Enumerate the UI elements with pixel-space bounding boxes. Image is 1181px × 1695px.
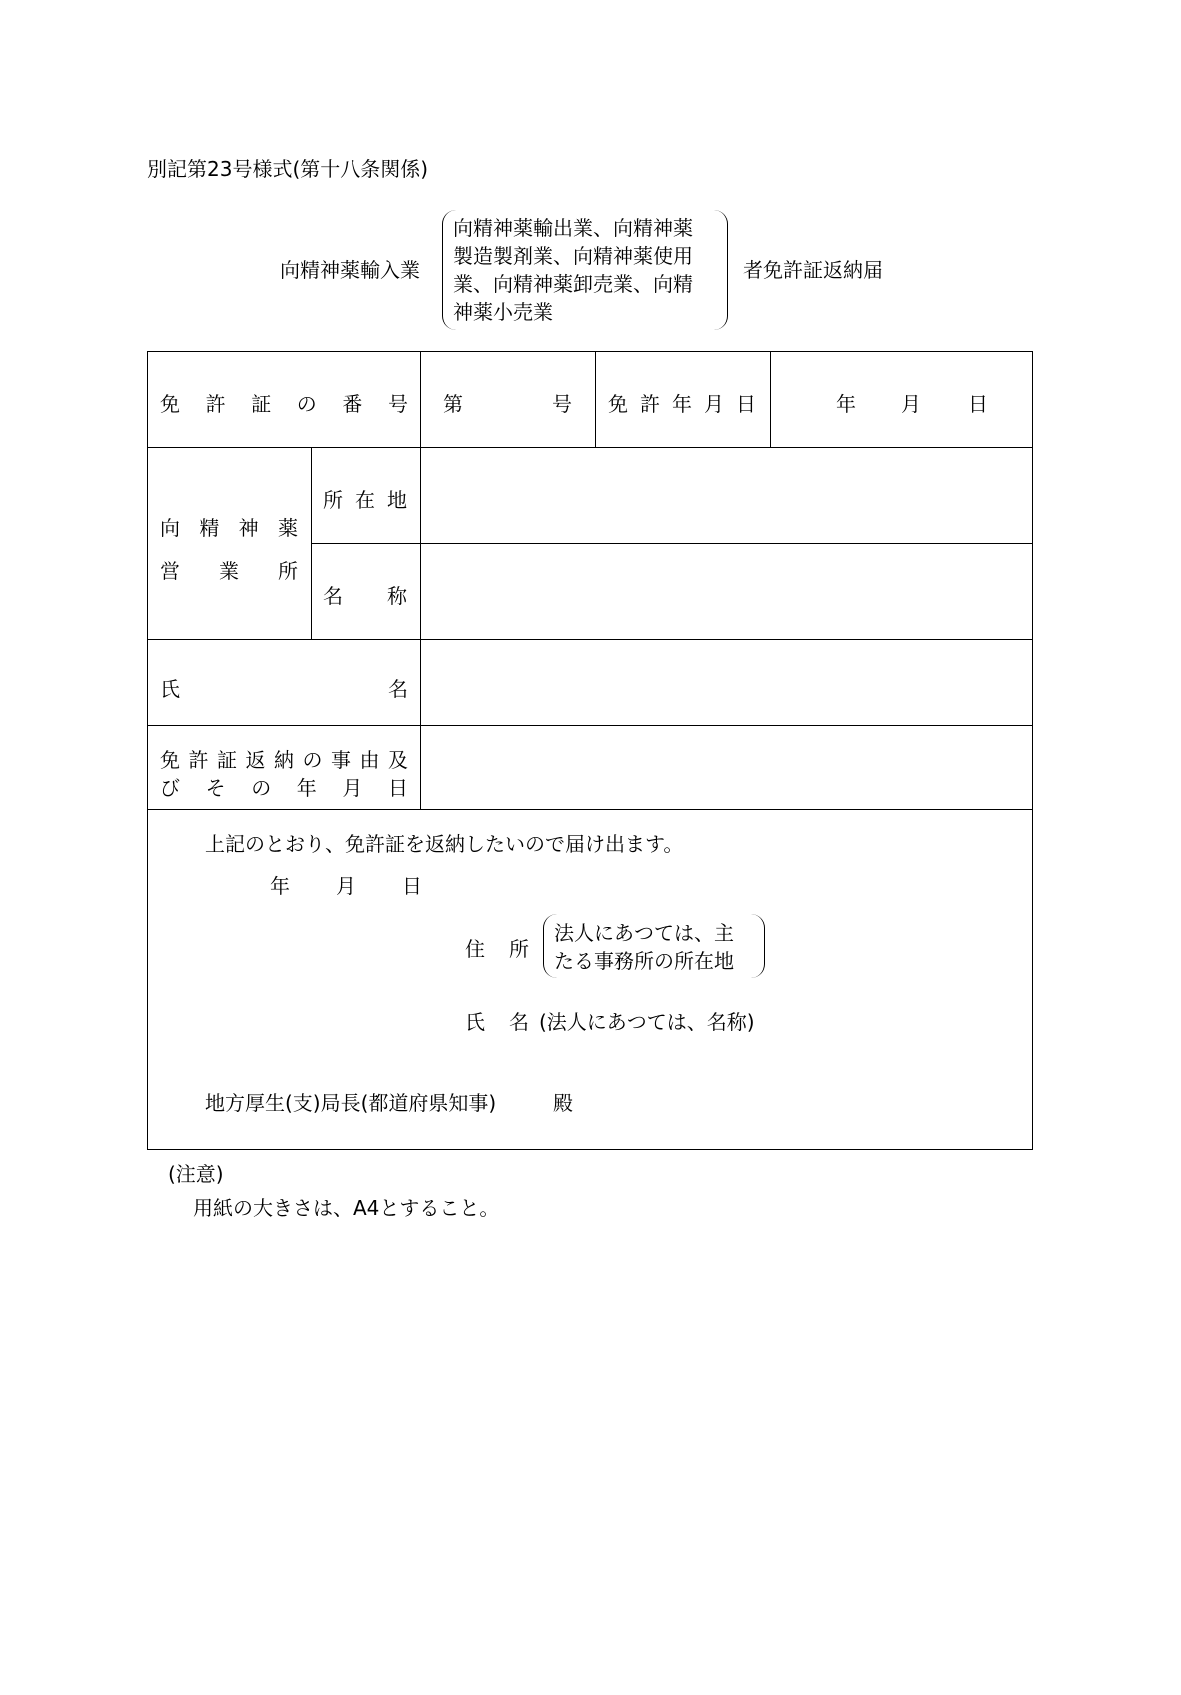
column-divider xyxy=(595,351,596,447)
declaration-statement: 上記のとおり、免許証を返納したいので届け出ます。 xyxy=(205,832,684,856)
office-name-label: 名 称 xyxy=(323,584,407,608)
license-date-month: 月 xyxy=(901,392,921,416)
title-bracket-line-3: 業、向精神薬卸売業、向精 xyxy=(453,272,693,296)
title-right: 者免許証返納届 xyxy=(743,258,883,282)
office-label-line-1: 向 精 神 薬 xyxy=(160,516,298,540)
applicant-name-note: (法人にあつては、名称) xyxy=(539,1010,755,1034)
applicant-address-label-2: 所 xyxy=(509,937,529,961)
row-divider xyxy=(147,639,1033,640)
row-divider xyxy=(147,725,1033,726)
title-bracket-line-1: 向精神薬輸出業、向精神薬 xyxy=(453,216,693,240)
license-date-label: 免 許 年 月 日 xyxy=(608,392,756,416)
addressee: 地方厚生(支)局長(都道府県知事) xyxy=(205,1091,497,1115)
title-left: 向精神薬輸入業 xyxy=(280,258,420,282)
applicant-address-label-1: 住 xyxy=(465,937,485,961)
declaration-date-year: 年 xyxy=(270,874,290,898)
license-date-day: 日 xyxy=(968,392,988,416)
row-divider xyxy=(147,809,1033,810)
applicant-name-label-2: 名 xyxy=(509,1010,529,1034)
applicant-name-label-1: 氏 xyxy=(465,1010,485,1034)
declaration-date-month: 月 xyxy=(336,874,356,898)
license-number-prefix: 第 xyxy=(443,392,463,416)
office-label-line-2: 営 業 所 xyxy=(160,559,298,583)
notes-heading: (注意) xyxy=(168,1162,224,1186)
address-note-line-1: 法人にあつては、主 xyxy=(554,921,734,945)
title-bracket-line-2: 製造製剤業、向精神薬使用 xyxy=(453,244,693,268)
address-note-line-2: たる事務所の所在地 xyxy=(554,949,734,973)
license-date-year: 年 xyxy=(836,392,856,416)
license-number-suffix: 号 xyxy=(552,392,572,416)
column-divider xyxy=(311,447,312,639)
honorific: 殿 xyxy=(553,1091,573,1115)
reason-label-line-2: び そ の 年 月 日 xyxy=(160,776,408,800)
person-name-label: 氏 名 xyxy=(160,677,408,701)
location-label: 所 在 地 xyxy=(323,488,407,512)
column-divider xyxy=(420,351,421,809)
title-bracket-line-4: 神薬小売業 xyxy=(453,300,553,324)
license-number-label: 免 許 証 の 番 号 xyxy=(160,392,408,416)
column-divider xyxy=(770,351,771,447)
row-divider xyxy=(147,447,1033,448)
reason-label-line-1: 免 許 証 返 納 の 事 由 及 xyxy=(160,748,408,772)
notes-text: 用紙の大きさは、A4とすること。 xyxy=(193,1196,500,1220)
declaration-date-day: 日 xyxy=(402,874,422,898)
form-reference: 別記第23号様式(第十八条関係) xyxy=(147,157,429,181)
